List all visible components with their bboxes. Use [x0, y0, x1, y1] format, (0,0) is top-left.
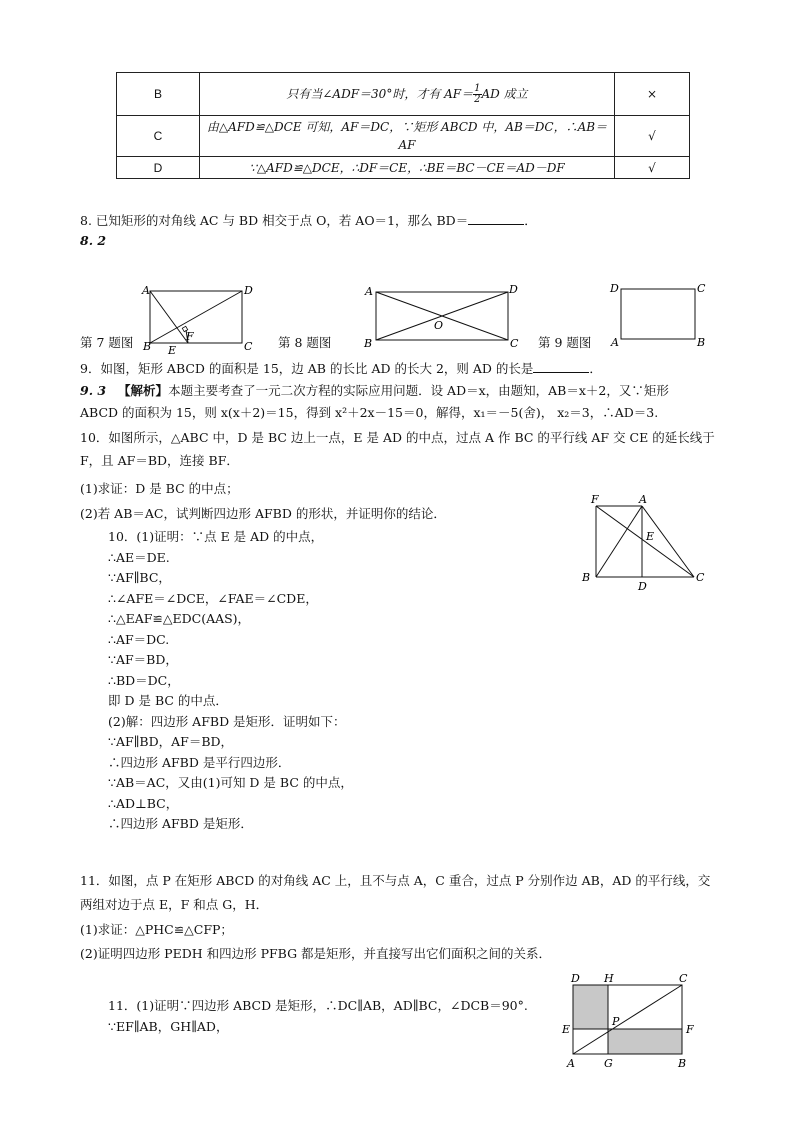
- vertex-label: D: [571, 972, 580, 985]
- vertex-label: C: [679, 972, 688, 985]
- vertex-label: A: [365, 285, 373, 298]
- vertex-label: P: [612, 1015, 620, 1028]
- q10-sub: (2)若 AB＝AC，试判断四边形 AFBD 的形状，并证明你的结论．: [80, 506, 446, 521]
- fig9-caption: 第 9 题图: [538, 335, 592, 350]
- vertex-label: A: [142, 284, 150, 297]
- vertex-label: C: [510, 337, 519, 348]
- frac-num: 1: [474, 82, 481, 94]
- q11-sub: (2)证明四边形 PEDH 和四边形 PFBG 都是矩形，并直接写出它们面积之间的关系．: [80, 946, 552, 961]
- figure-7: [140, 282, 256, 356]
- solution-line: ∴AF＝DC.: [108, 631, 170, 647]
- vertex-label: A: [639, 493, 647, 506]
- fig7-caption: 第 7 题图: [80, 335, 134, 350]
- vertex-label: D: [509, 283, 518, 296]
- solution-line: ∵AF＝BD，: [108, 652, 178, 667]
- content-cell: 由△AFD≌△DCE 可知，AF＝DC，∵矩形 ABCD 中，AB＝DC，∴AB＝AF: [200, 116, 615, 157]
- figure-10: [578, 492, 708, 594]
- solution-line: ∴四边形 AFBD 是矩形．: [108, 816, 253, 831]
- solution-line: (2)解：四边形 AFBD 是矩形．证明如下：: [108, 713, 346, 729]
- vertex-label: C: [244, 340, 253, 353]
- solution-line: 10．(1)证明：∵点 E 是 AD 的中点，: [108, 529, 324, 544]
- figure-11: [560, 972, 700, 1070]
- solution-line: ∵AB＝AC，又由(1)可知 D 是 BC 的中点，: [108, 775, 353, 790]
- vertex-label: E: [168, 344, 177, 356]
- solution-line: ∴BD＝DC，: [108, 672, 180, 688]
- q11-solution: 11．(1)证明∵四边形 ABCD 是矩形，∴DC∥AB，AD∥BC，∠DCB＝90°.: [108, 998, 528, 1013]
- solution-line: ∴∠AFE＝∠DCE，∠FAE＝∠CDE，: [108, 590, 318, 606]
- answer-number: 9: [80, 383, 89, 398]
- solution-line: ∵AF∥BD，AF＝BD，: [108, 734, 234, 749]
- q10-sub: (1)求证：D 是 BC 的中点；: [80, 481, 239, 496]
- result-cell: √: [615, 157, 690, 179]
- content-cell: ∵△AFD≌△DCE，∴DF＝CE，∴BE＝BC－CE＝AD－DF: [200, 157, 615, 179]
- q10-solution: [108, 529, 353, 837]
- table-row: [117, 116, 690, 157]
- vertex-label: C: [696, 571, 705, 584]
- q9-end: ．: [589, 361, 602, 376]
- vertex-label: F: [591, 493, 599, 506]
- content-text: AD 成立: [481, 86, 528, 101]
- vertex-label: D: [638, 580, 647, 593]
- solution-line: ∴四边形 AFBD 是平行四边形．: [108, 754, 291, 770]
- answer-value: 3: [97, 383, 107, 398]
- content-text: 只有当∠ADF＝30°时，才有 AF＝: [286, 86, 474, 101]
- analysis-line: ABCD 的面积为 15，则 x(x＋2)＝15，得到 x²＋2x－15＝0，解得，x₁＝－5(舍)， x₂＝3，∴AD＝3.: [80, 405, 659, 420]
- result-cell: √: [615, 116, 690, 157]
- vertex-label: B: [697, 336, 706, 349]
- solution-line: ∴AD⊥BC，: [108, 795, 179, 811]
- q10-line: F，且 AF＝BD，连接 BF．: [80, 453, 239, 468]
- option-cell: D: [117, 157, 200, 179]
- q8-answer: 8. 2: [80, 233, 107, 248]
- q10-line: 10．如图所示，△ABC 中，D 是 BC 边上一点，E 是 AD 的中点，过点 A 作 BC 的平行线 AF 交 CE 的延长线于: [80, 430, 715, 445]
- q11-sub: (1)求证：△PHC≌△CFP；: [80, 922, 233, 937]
- vertex-label: O: [434, 319, 444, 332]
- content-cell: [200, 73, 615, 116]
- vertex-label: E: [562, 1023, 571, 1036]
- vertex-label: A: [611, 336, 619, 349]
- vertex-label: B: [364, 337, 373, 348]
- q9-text: 9．如图，矩形 ABCD 的面积是 15，边 AB 的长比 AD 的长大 2，则 AD 的长是: [80, 361, 534, 376]
- solution-line: 即 D 是 BC 的中点．: [108, 693, 228, 708]
- solution-line: ∴△EAF≌△EDC(AAS)，: [108, 611, 251, 626]
- table-row: [117, 157, 690, 179]
- vertex-label: F: [186, 330, 194, 343]
- answer-value: 2: [97, 233, 107, 248]
- option-cell: C: [117, 116, 200, 157]
- vertex-label: B: [582, 571, 591, 584]
- vertex-label: B: [678, 1057, 687, 1070]
- answer-table: [116, 72, 690, 179]
- vertex-label: B: [143, 340, 152, 353]
- q11-solution: ∵EF∥AB，GH∥AD，: [108, 1019, 229, 1034]
- question-9: [80, 360, 602, 377]
- frac-den: 2: [474, 93, 481, 105]
- q8-text: 8. 已知矩形的对角线 AC 与 BD 相交于点 O，若 AO＝1，那么 BD＝: [80, 213, 469, 228]
- q8-end: ．: [524, 213, 537, 228]
- vertex-label: C: [697, 282, 706, 295]
- analysis-line: 本题主要考查了一元二次方程的实际应用问题．设 AD＝x，由题知，AB＝x＋2，又∵矩形: [168, 383, 669, 398]
- q11-line: 两组对边于点 E，F 和点 G，H．: [80, 897, 269, 912]
- vertex-label: A: [567, 1057, 575, 1070]
- option-cell: B: [117, 73, 200, 116]
- figure-8: [362, 282, 522, 348]
- vertex-label: G: [604, 1057, 613, 1070]
- analysis-tag: 【解析】: [118, 383, 169, 398]
- result-cell: ×: [615, 73, 690, 116]
- q9-analysis: 9. 3 【解析】本题主要考查了一元二次方程的实际应用问题．设 AD＝x，由题知，AB＝x＋2，又∵矩形: [80, 383, 669, 398]
- question-8: [80, 212, 537, 229]
- vertex-label: D: [610, 282, 619, 295]
- answer-blank: [533, 360, 589, 373]
- vertex-label: F: [686, 1023, 694, 1036]
- table-row: [117, 73, 690, 116]
- solution-line: ∴AE＝DE.: [108, 549, 170, 565]
- fraction: [473, 84, 481, 105]
- figure-9: [606, 280, 712, 350]
- vertex-label: H: [604, 972, 614, 985]
- fig8-caption: 第 8 题图: [278, 335, 332, 350]
- solution-line: ∵AF∥BC，: [108, 570, 171, 585]
- answer-blank: [468, 212, 524, 225]
- q11-line: 11．如图，点 P 在矩形 ABCD 的对角线 AC 上，且不与点 A，C 重合，过点 P 分别作边 AB，AD 的平行线，交: [80, 873, 711, 888]
- vertex-label: D: [244, 284, 253, 297]
- vertex-label: E: [646, 530, 655, 543]
- answer-number: 8: [80, 233, 89, 248]
